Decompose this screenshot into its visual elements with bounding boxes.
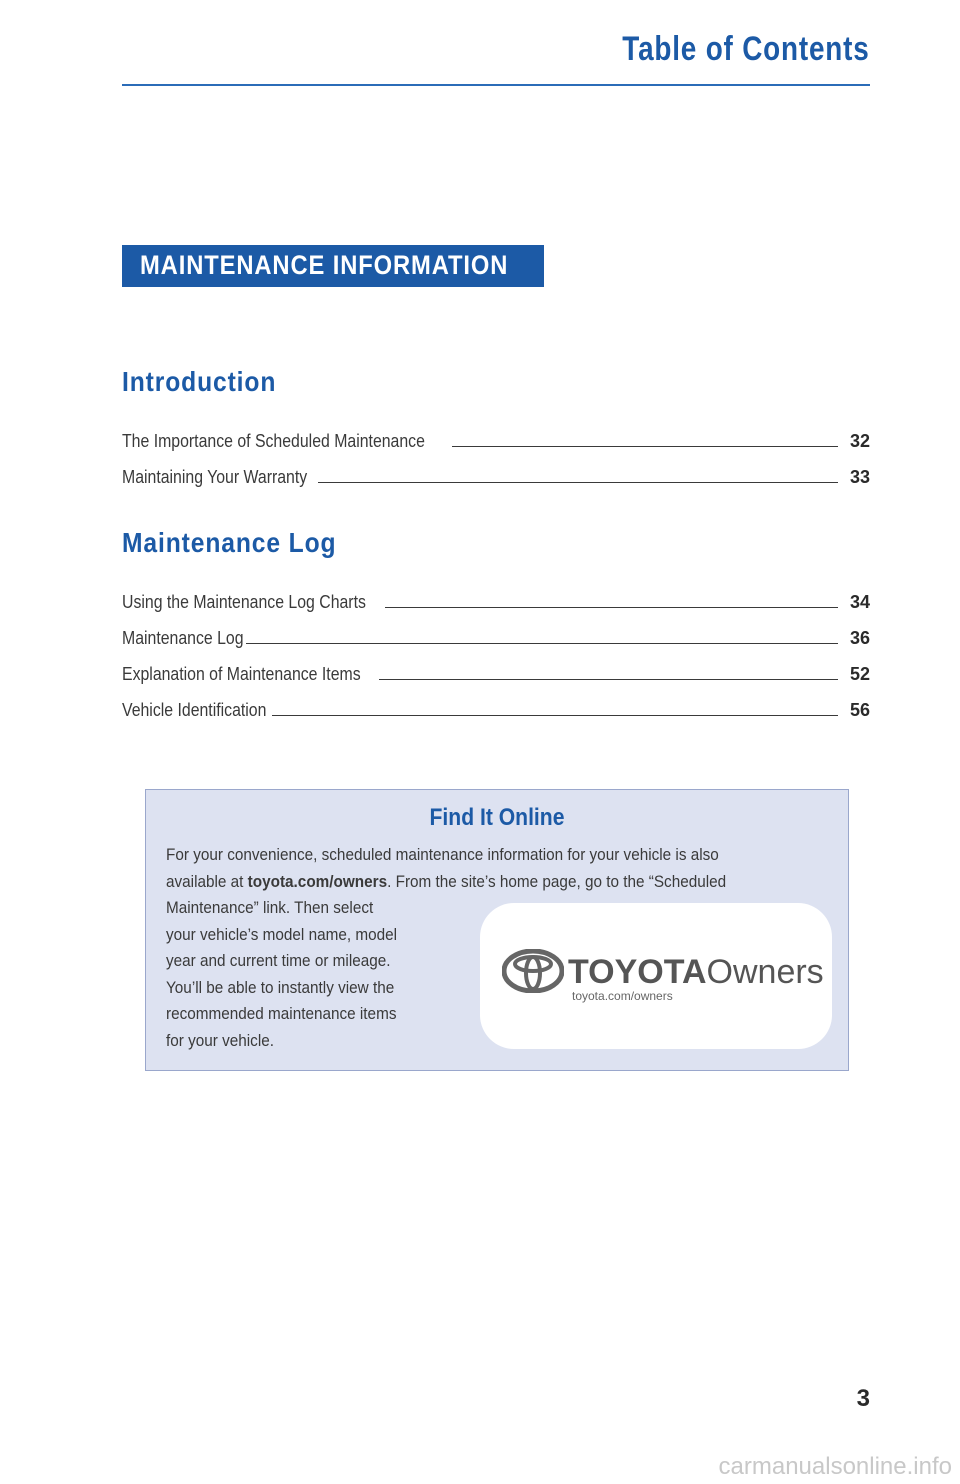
toc-entry-page: 33 [849, 467, 870, 487]
toc-leader-line [246, 643, 838, 644]
toc-entry[interactable] [122, 613, 870, 649]
toc-entry-page: 36 [849, 628, 870, 648]
logo-brand: TOYOTA [568, 953, 707, 991]
logo-suffix: Owners [706, 953, 824, 991]
toc-entry-label: Using the Maintenance Log Charts [122, 592, 366, 612]
section-heading: Introduction [122, 366, 277, 397]
section-banner [122, 245, 544, 287]
toc-entry-label: Maintenance Log [122, 628, 244, 648]
toc-leader-line [385, 607, 838, 608]
toc-leader-line [379, 679, 838, 680]
toc-entry-label: Explanation of Maintenance Items [122, 664, 361, 684]
logo-wordmark [568, 953, 824, 992]
toc-section-maintenance-log [122, 527, 870, 721]
callout-line: . From the site’s home page, go to the “Scheduled [387, 871, 727, 891]
find-it-online-callout [145, 789, 849, 1071]
toc-leader-line [452, 446, 838, 447]
toc-entry-page: 32 [849, 431, 870, 451]
callout-line: You’ll be able to instantly view the [166, 977, 395, 997]
toc-leader-line [318, 482, 838, 483]
toyota-owners-logo [480, 903, 832, 1049]
callout-line: available at [166, 871, 248, 891]
callout-line: year and current time or mileage. [166, 951, 391, 970]
toc-entry-page: 34 [849, 592, 870, 612]
toc-entry[interactable] [122, 685, 870, 721]
toc-entry[interactable] [122, 649, 870, 685]
owners-link[interactable]: toyota.com/owners [247, 871, 388, 891]
toc-entry[interactable] [122, 577, 870, 613]
callout-line: recommended maintenance items [166, 1004, 397, 1023]
section-heading: Maintenance Log [122, 527, 337, 558]
toyota-emblem-icon [502, 949, 564, 993]
callout-line: for your vehicle. [166, 1030, 274, 1050]
toc-entry-label: The Importance of Scheduled Maintenance [122, 431, 425, 451]
callout-line: Maintenance” link. Then select [166, 898, 374, 917]
toc-entry[interactable] [122, 452, 870, 488]
callout-line: your vehicle’s model name, model [166, 924, 398, 944]
toc-entry-label: Maintaining Your Warranty [122, 467, 308, 487]
logo-url: toyota.com/owners [572, 989, 673, 1003]
callout-line: For your convenience, scheduled maintenance information for your vehicle is also [166, 845, 719, 864]
toc-entry[interactable] [122, 416, 870, 452]
toc-entry-label: Vehicle Identification [122, 700, 267, 720]
toc-entry-page: 56 [849, 700, 870, 720]
toc-entry-page: 52 [849, 664, 870, 684]
page-header-title: Table of Contents [622, 30, 870, 68]
page-number: 3 [856, 1385, 870, 1412]
toc-section-introduction [122, 366, 870, 488]
header-rule [122, 84, 870, 86]
toc-leader-line [272, 715, 838, 716]
watermark: carmanualsonline.info [718, 1453, 952, 1480]
callout-title: Find It Online [429, 804, 565, 831]
banner-text: MAINTENANCE INFORMATION [140, 250, 509, 280]
